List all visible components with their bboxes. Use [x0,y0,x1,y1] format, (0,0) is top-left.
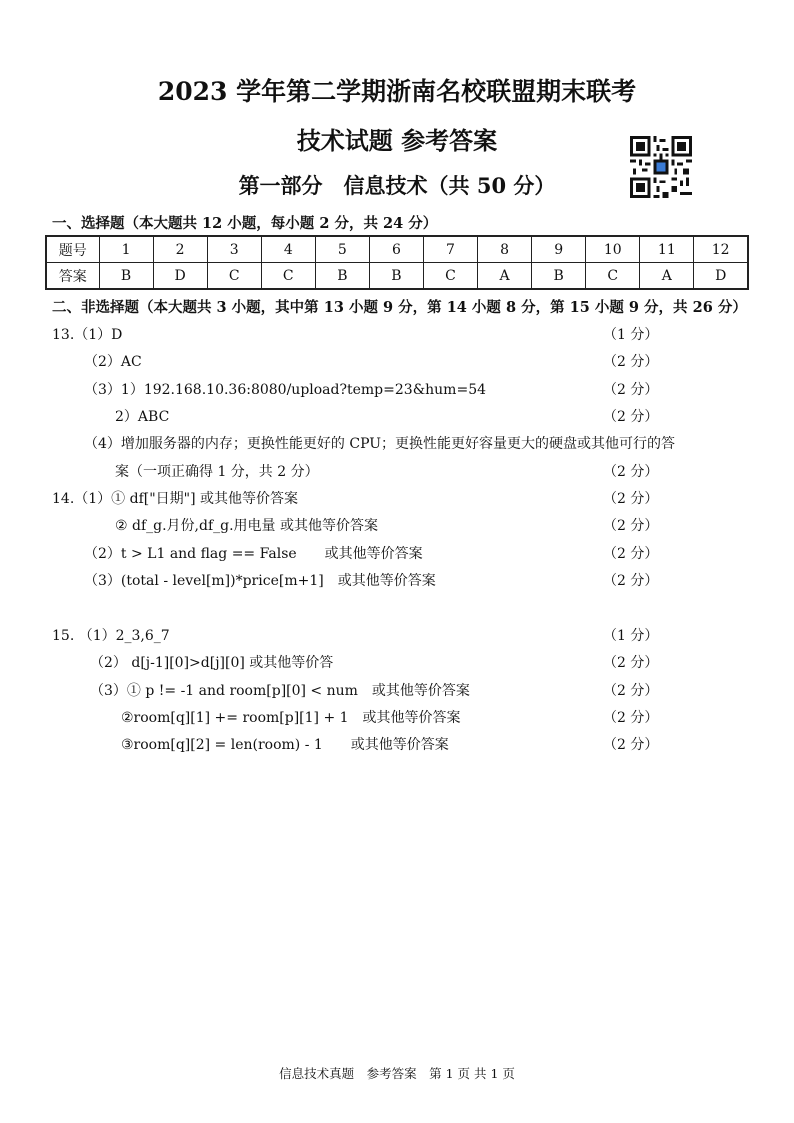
score-label: （2 分） [603,737,659,753]
question-number: 10 [586,236,640,263]
answer-cell: B [369,263,423,290]
score-label: （2 分） [603,409,659,425]
answer-table [45,235,749,290]
answer-line: ③room[q][2] = len(room) - 1 或其他等价答案 [121,737,449,753]
score-label: （2 分） [603,546,659,562]
question-number: 1 [99,236,153,263]
question-number: 3 [207,236,261,263]
answer-line: （3）(total - level[m])*price[m+1] 或其他等价答案 [84,573,436,589]
score-label: （2 分） [603,655,659,671]
question-number: 8 [478,236,532,263]
question-number: 6 [369,236,423,263]
answer-line: （4）增加服务器的内存；更换性能更好的 CPU；更换性能更好容量更大的硬盘或其他可行的答 [84,436,676,452]
question-number: 4 [261,236,315,263]
row-label: 答案 [46,263,99,290]
answer-cell: B [315,263,369,290]
score-label: （2 分） [603,354,659,370]
part-heading: 第一部分 信息技术（共 50 分） [238,173,556,198]
page-footer: 信息技术真题 参考答案 第 1 页 共 1 页 [279,1066,515,1081]
answer-line: ② df_g.月份,df_g.用电量 或其他等价答案 [115,518,379,534]
score-label: （1 分） [603,628,659,644]
question-number: 9 [532,236,586,263]
answer-cell: B [532,263,586,290]
question-number: 7 [423,236,477,263]
score-label: （2 分） [603,683,659,699]
score-label: （2 分） [603,573,659,589]
section2-heading: 二、非选择题（本大题共 3 小题，其中第 13 小题 9 分，第 14 小题 8 分，第 15 小题 9 分，共 26 分） [52,299,747,316]
answer-line: 13.（1）D [52,327,123,343]
answer-cell: C [261,263,315,290]
table-row-numbers [46,236,748,263]
score-label: （1 分） [603,327,659,343]
answer-cell: C [586,263,640,290]
answer-line: 2）ABC [115,409,170,425]
answer-line: （2）AC [84,354,142,370]
answer-cell: A [640,263,694,290]
score-label: （2 分） [603,518,659,534]
answer-cell: C [423,263,477,290]
section1-heading: 一、选择题（本大题共 12 小题，每小题 2 分，共 24 分） [52,215,438,232]
answer-line: （3）1）192.168.10.36:8080/upload?temp=23&hum=54 [84,382,487,398]
exam-title: 2023 学年第二学期浙南名校联盟期末联考 [157,77,637,106]
answer-line: ②room[q][1] += room[p][1] + 1 或其他等价答案 [121,710,461,726]
question-number: 5 [315,236,369,263]
question-number: 2 [153,236,207,263]
question-number: 11 [640,236,694,263]
answer-line: 15. （1）2_3,6_7 [52,628,170,644]
answer-line: 案（一项正确得 1 分，共 2 分） [115,464,319,480]
answer-line: （3）① p != -1 and room[p][0] < num 或其他等价答案 [90,683,470,699]
row-label: 题号 [46,236,99,263]
answer-line: （2）t > L1 and flag == False 或其他等价答案 [84,546,423,562]
score-label: （2 分） [603,382,659,398]
qr-code-icon [630,136,692,198]
score-label: （2 分） [603,491,659,507]
answer-cell: D [153,263,207,290]
answer-cell: A [478,263,532,290]
answer-cell: B [99,263,153,290]
answer-cell: D [694,263,748,290]
score-label: （2 分） [603,710,659,726]
score-label: （2 分） [603,464,659,480]
answer-cell: C [207,263,261,290]
question-number: 12 [694,236,748,263]
table-row-answers [46,263,748,290]
answer-line: 14.（1）① df["日期"] 或其他等价答案 [52,491,299,507]
exam-subtitle: 技术试题 参考答案 [296,126,498,155]
answer-line: （2） d[j-1][0]>d[j][0] 或其他等价答 [90,655,334,671]
